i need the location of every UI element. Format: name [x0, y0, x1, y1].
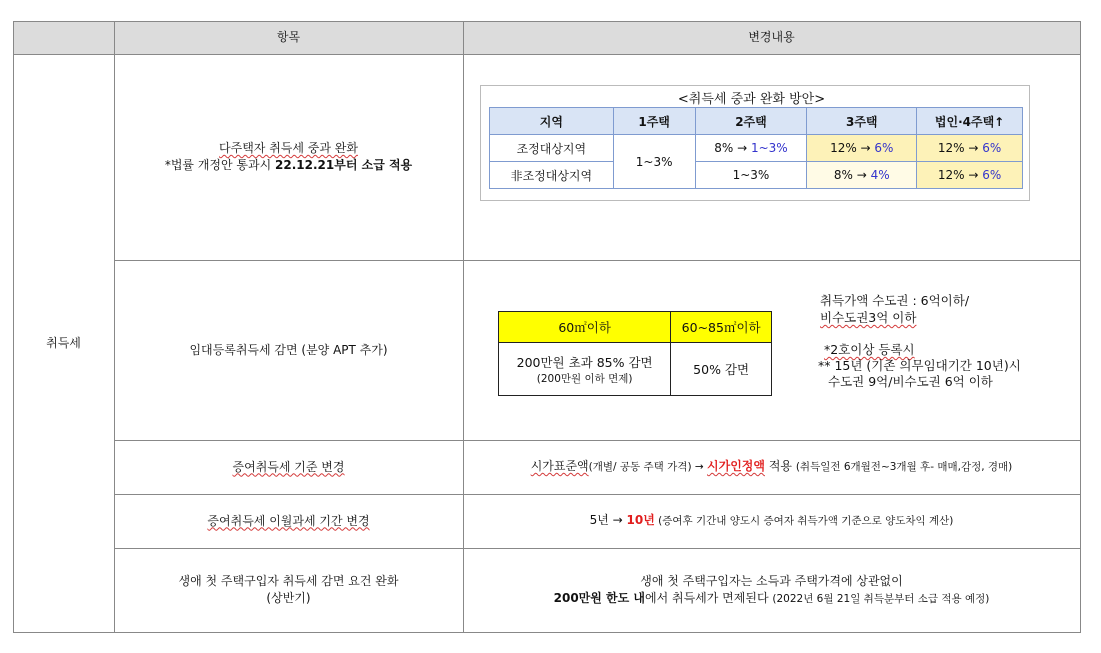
three-nonadj-to: 4%: [870, 168, 890, 182]
row3-standard-desc: (개별/ 공동 주택 가격) →: [588, 461, 708, 473]
row2-note2: [818, 342, 1021, 390]
td-four-non-adjusted: [917, 162, 1023, 189]
border-bottom: [13, 632, 1081, 633]
td-one-house: 1~3%: [613, 135, 695, 189]
rental-td-60: [499, 343, 671, 396]
th-three-house: 3주택: [807, 108, 917, 135]
row5-item: [114, 548, 463, 632]
th-region: 지역: [490, 108, 614, 135]
td-three-non-adjusted: [807, 162, 917, 189]
row4-item-text: 증여취득세 이월과세 기간 변경: [207, 513, 370, 528]
th-two-house: 2주택: [695, 108, 807, 135]
row1-item-line2-bold: 22.12.21부터 소급 적용: [275, 158, 413, 172]
row5-content: [463, 548, 1080, 632]
note2-line1: *2호이상 등록시: [824, 342, 915, 357]
row3-content: [463, 440, 1080, 494]
row1-item: [114, 54, 463, 260]
row4-note: (증여후 기간내 양도시 증여자 취득가액 기준으로 양도차익 계산): [654, 515, 954, 527]
rental-th-60: 60㎡이하: [499, 312, 671, 343]
row4-to: 10년: [626, 513, 655, 527]
row4-item: [114, 494, 463, 548]
note2-line3: 수도권 9억/비수도권 6억 이하: [828, 374, 993, 389]
row3-item-text: 증여취득세 기준 변경: [232, 459, 345, 474]
th-corp-four-house: 법인·4주택↑: [917, 108, 1023, 135]
td-region-adjusted: 조정대상지역: [490, 135, 614, 162]
row5-content-line1: 생애 첫 주택구입자는 소득과 주택가격에 상관없이: [640, 573, 903, 588]
rental-td-60-85: 50% 감면: [671, 343, 772, 396]
row5-retroactive: (2022년 6월 21일 취득분부터 소급 적용 예정): [772, 592, 990, 605]
four-adj-to: 6%: [982, 141, 1002, 155]
note2-line2: ** 15년 (기존 의무임대기간 10년)시: [818, 358, 1021, 373]
row5-limit: 200만원 한도 내: [553, 590, 645, 605]
row4-from: 5년 →: [589, 513, 627, 527]
rental-td-60-line1: 200만원 초과 85% 감면: [516, 354, 653, 370]
row3-market-value: 시가인정액: [707, 459, 765, 473]
row3-standard: 시가표준액: [530, 459, 589, 473]
border-right: [1080, 21, 1081, 633]
td-two-non-adjusted: 1~3%: [695, 162, 807, 189]
note1-line2: 비수도권3억 이하: [820, 310, 917, 325]
td-four-adjusted: [917, 135, 1023, 162]
rental-td-60-line2: (200만원 이하 면제): [536, 372, 633, 385]
header-change: 변경내용: [748, 30, 795, 44]
three-nonadj-from: 8% →: [833, 168, 871, 182]
row5-item-line1: 생애 첫 주택구입자 취득세 감면 요건 완화: [178, 574, 399, 588]
category-label: 취득세: [46, 335, 81, 350]
header-item: 항목: [276, 30, 301, 44]
four-nonadj-from: 12% →: [937, 168, 983, 182]
th-one-house: 1주택: [613, 108, 695, 135]
td-three-adjusted: [807, 135, 917, 162]
three-adj-from: 12% →: [830, 141, 875, 155]
row2-note1: [820, 292, 969, 326]
td-region-non-adjusted: 非조정대상지역: [490, 162, 614, 189]
rental-reduction-table: [498, 311, 772, 396]
two-adj-to: 1~3%: [750, 141, 788, 155]
four-nonadj-to: 6%: [982, 168, 1002, 182]
two-adj-from: 8% →: [714, 141, 751, 155]
three-adj-to: 6%: [874, 141, 894, 155]
acq-tax-table-title: <취득세 중과 완화 방안>: [677, 92, 826, 107]
row1-item-line1: 다주택자 취득세 중과 완화: [219, 141, 358, 155]
row2-item: 임대등록취득세 감면 (분양 APT 추가): [189, 342, 388, 357]
row3-item: [114, 440, 463, 494]
row5-item-line2: (상반기): [266, 591, 311, 605]
td-two-adjusted: [695, 135, 807, 162]
acq-tax-table: [489, 107, 1023, 189]
four-adj-from: 12% →: [937, 141, 983, 155]
row4-content: [463, 494, 1080, 548]
rental-th-60-85: 60~85㎡이하: [671, 312, 772, 343]
row3-apply: 적용: [765, 459, 796, 473]
row5-exempt: 에서 취득세가 면제된다: [645, 590, 773, 605]
row3-period: (취득일전 6개월전~3개월 후- 매매,감정, 경매): [795, 461, 1013, 473]
row1-item-line2: *법률 개정안 통과시: [164, 158, 276, 172]
note1-line1: 취득가액 수도권 : 6억이하/: [820, 293, 970, 308]
